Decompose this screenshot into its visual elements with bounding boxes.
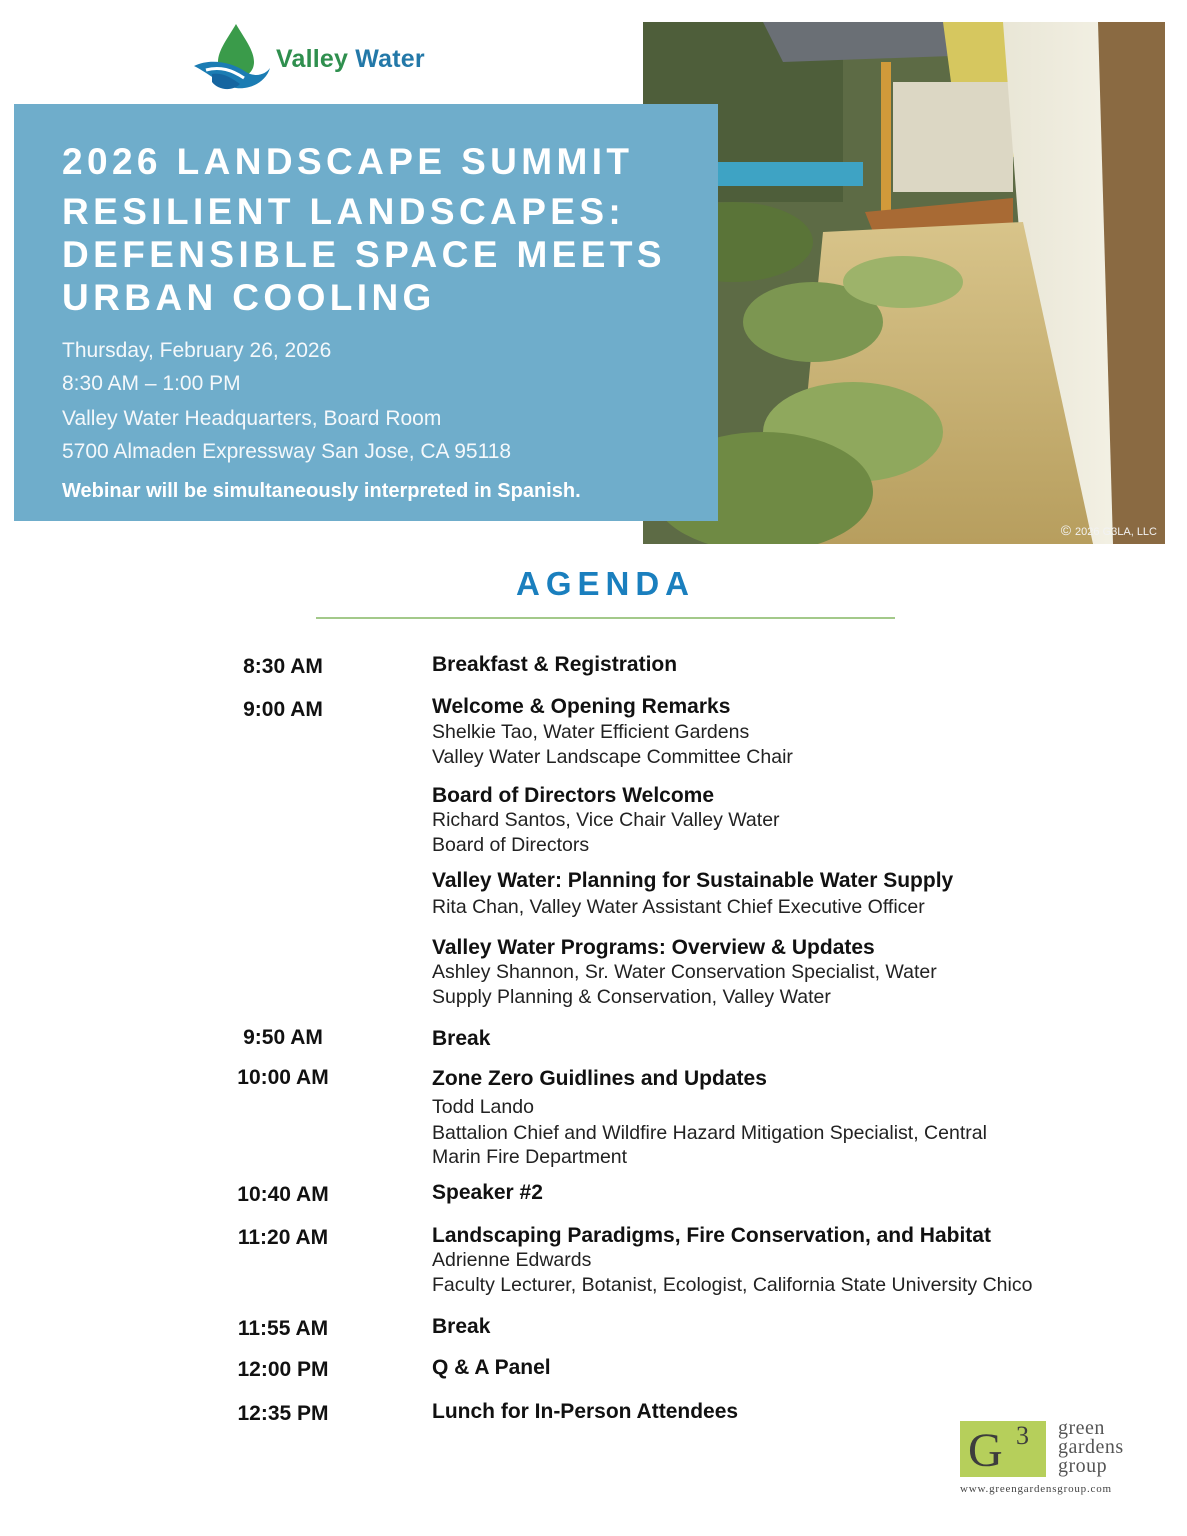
agenda-time: 9:50 AM: [243, 1026, 323, 1049]
agenda-time: 12:00 PM: [237, 1358, 329, 1381]
event-hero: [14, 104, 718, 521]
agenda-item-title: Break: [432, 1027, 491, 1050]
agenda-speaker: Shelkie Tao, Water Efficient Gardens: [432, 721, 750, 743]
event-details: [62, 334, 511, 468]
agenda-item-title: Valley Water Programs: Overview & Updates: [432, 936, 875, 959]
agenda-speaker-role: Supply Planning & Conservation, Valley Water: [432, 986, 831, 1008]
green-gardens-group-logo: [960, 1419, 1150, 1499]
g3-website: www.greengardensgroup.com: [960, 1483, 1112, 1495]
valley-water-logo: [192, 22, 452, 96]
agenda-time: 8:30 AM: [243, 655, 323, 678]
event-venue: Valley Water Headquarters, Board Room: [62, 407, 442, 430]
agenda-divider: [316, 617, 895, 619]
agenda-speaker-role: Board of Directors: [432, 834, 590, 856]
agenda-speaker: Adrienne Edwards: [432, 1249, 592, 1271]
water-drop-icon: [192, 22, 272, 96]
summit-title: 2026 LANDSCAPE SUMMIT: [62, 141, 634, 182]
agenda-item-title: Lunch for In-Person Attendees: [432, 1400, 739, 1423]
agenda-time: 11:55 AM: [237, 1317, 329, 1340]
photo-credit: © 2026 G3LA, LLC: [1060, 522, 1157, 538]
agenda-item-title: Q & A Panel: [432, 1356, 551, 1379]
agenda-item-title: Welcome & Opening Remarks: [432, 695, 731, 718]
agenda-item-title: Valley Water: Planning for Sustainable Water Supply: [432, 869, 954, 892]
agenda-time: 12:35 PM: [237, 1402, 329, 1425]
agenda-speaker-role: Battalion Chief and Wildfire Hazard Mitigation Specialist, Central: [432, 1122, 987, 1144]
event-time: 8:30 AM – 1:00 PM: [62, 372, 241, 395]
agenda-time: 10:40 AM: [237, 1183, 329, 1206]
agenda-speaker-role: Marin Fire Department: [432, 1146, 628, 1168]
agenda-speaker: Ashley Shannon, Sr. Water Conservation Specialist, Water: [432, 961, 937, 983]
event-title: [62, 140, 722, 319]
copyright-icon: ©: [1060, 522, 1072, 538]
theme-line-3: URBAN COOLING: [62, 277, 436, 318]
agenda-speaker-role: Valley Water Landscape Committee Chair: [432, 746, 793, 768]
theme-line-1: RESILIENT LANDSCAPES:: [62, 191, 626, 232]
agenda-item-title: Speaker #2: [432, 1181, 543, 1204]
event-date: Thursday, February 26, 2026: [62, 339, 332, 362]
agenda-speaker: Rita Chan, Valley Water Assistant Chief Executive Officer: [432, 896, 925, 918]
agenda-speaker-role: Faculty Lecturer, Botanist, Ecologist, California State University Chico: [432, 1274, 1033, 1296]
agenda-item-title: Zone Zero Guidlines and Updates: [432, 1067, 767, 1090]
interpretation-note: Webinar will be simultaneously interpreted in Spanish.: [62, 480, 581, 502]
agenda-item-title: Break: [432, 1315, 491, 1338]
theme-line-2: DEFENSIBLE SPACE MEETS: [62, 234, 666, 275]
g3-wordmark: green gardens group: [1058, 1417, 1124, 1477]
agenda-heading: AGENDA: [515, 565, 695, 602]
agenda-item-title: Breakfast & Registration: [432, 653, 678, 676]
agenda-time: 11:20 AM: [237, 1226, 329, 1249]
agenda-item-title: Landscaping Paradigms, Fire Conservation, and Habitat: [432, 1224, 991, 1247]
event-address: 5700 Almaden Expressway San Jose, CA 95118: [62, 440, 512, 463]
agenda-time: 10:00 AM: [237, 1066, 329, 1089]
agenda-speaker: Richard Santos, Vice Chair Valley Water: [432, 809, 780, 831]
agenda-item-title: Board of Directors Welcome: [432, 784, 715, 807]
agenda-time: 9:00 AM: [243, 698, 323, 721]
logo-wordmark: Valley Water: [276, 45, 425, 73]
g3-mark: G 3: [960, 1421, 1046, 1477]
agenda-speaker: Todd Lando: [432, 1096, 534, 1118]
